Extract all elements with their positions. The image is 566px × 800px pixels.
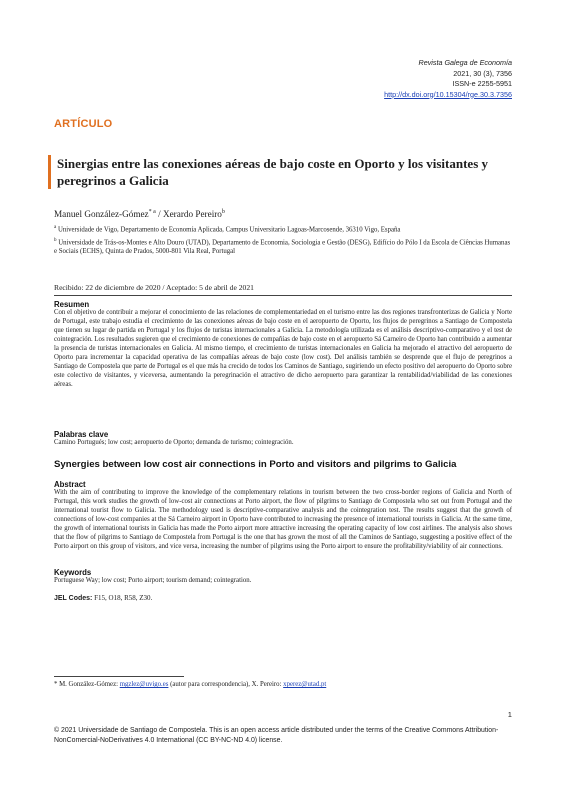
title-block xyxy=(48,155,519,189)
journal-name: Revista Galega de Economía xyxy=(418,58,512,67)
footnote-prefix: * M. González-Gómez: xyxy=(54,681,120,688)
keywords-heading: Keywords xyxy=(54,568,92,577)
doi-link[interactable]: http://dx.doi.org/10.15304/rge.30.3.7356 xyxy=(384,89,512,99)
resumen-heading: Resumen xyxy=(54,300,90,309)
footnote-divider xyxy=(54,676,184,677)
received-date: Recibido: 22 de diciembre de 2020 / Aceptado: 5 de abril de 2021 xyxy=(54,283,254,292)
journal-volume: 2021, 30 (3), 7356 xyxy=(453,68,512,78)
english-title: Synergies between low cost air connections in Porto and visitors and pilgrims to Galicia xyxy=(54,459,457,470)
jel-codes xyxy=(54,594,152,602)
affiliation-b-text: Universidade de Trás-os-Montes e Alto Douro (UTAD), Departamento de Economia, Sociologia e Gestão (DESG), Edifício do Pólo I da Escola de Ciências Humanas e Sociais (ECHS), Quinta de Prados, 5000-801 Vila Real, Portugal xyxy=(54,239,511,256)
affiliation-b xyxy=(54,236,514,257)
keywords-text: Portuguese Way; low cost; Porto airport; tourism demand; cointegration. xyxy=(54,577,252,584)
palabras-clave-heading: Palabras clave xyxy=(54,430,109,439)
palabras-clave-text: Camino Portugués; low cost; aeropuerto de Oporto; demanda de turismo; cointegración. xyxy=(54,439,294,446)
jel-values: F15, O18, R58, Z30. xyxy=(94,594,153,602)
author-2-marker: b xyxy=(221,209,225,215)
section-label: ARTÍCULO xyxy=(54,118,113,130)
author-separator: / xyxy=(155,209,163,220)
footnote xyxy=(54,681,326,688)
author-2: Xerardo Pereiro xyxy=(162,209,222,220)
affiliation-b-marker: b xyxy=(54,238,57,243)
article-title: Sinergias entre las conexiones aéreas de bajo coste en Oporto y los visitantes y peregrinos a Galicia xyxy=(57,156,489,188)
email-link-2[interactable]: xperez@utad.pt xyxy=(283,681,327,688)
author-1-marker: * a xyxy=(148,209,156,215)
affiliation-a xyxy=(54,223,514,234)
abstract-heading: Abstract xyxy=(54,480,86,489)
license-text: © 2021 Universidade de Santiago de Compostela. This is an open access article distributed under the terms of the Creative Commons Attribution-NonComercial-NoDerivatives 4.0 International (CC BY-NC-ND 4.0) license. xyxy=(54,727,499,744)
affiliation-a-marker: a xyxy=(54,225,57,230)
resumen-text: Con el objetivo de contribuir a mejorar el conocimiento de las relaciones de complementariedad en el turismo entre las dos regiones transfronterizas de Galicia y Norte de Portugal, este trabajo estudia el crecimiento de las conexiones aéreas de bajo coste en el aeropuerto de Oporto, los flujos de peregrinos a Santiago de Compostela que tienen su lugar de partida en Portugal y los flujos de turistas internacionales a Galicia. La metodología utilizada es el análisis descriptivo-comparativo y el test de cointegración. Los resultados sugieren que el crecimiento de conexiones de compañías de bajo coste en el aeropuerto Sá Carneiro de Oporto han contribuido a aumentar la presencia de turistas internacionales en Galicia. Al mismo tiempo, el crecimiento de turistas internacionales en Galicia ha mejorado el atractivo del aeropuerto de Oporto para incrementar la capacidad operativa de las compañías aéreas de bajo coste (low cost). Del análisis también se desprende que el flujo de peregrinos a Santiago de Compostela que parte de Portugal es el que más ha crecido de todos los Caminos de Santiago, sugiriendo un efecto positivo del aeropuerto do Oporto sobre este colectivo de visitantes, y viceversa, aumentando la peregrinación el atractivo de dicho aeropuerto para garantizar la rentabilidad/viabilidad de las conexiones aéreas. xyxy=(54,309,512,388)
affiliation-a-text: Universidade de Vigo, Departamento de Economía Aplicada, Campus Universitario Lagoas-Marcosende, 36310 Vigo, España xyxy=(57,226,401,234)
abstract-text: With the aim of contributing to improve the knowledge of the complementary relations in tourism between the two cross-border regions of Galicia and North of Portugal, this work studies the growth of low-cost air connections at Porto airport, the flow of pilgrims to Santiago de Compostela who set out from Portugal and the international tourist flow to Galicia. The methodology used is descriptive-comparative analysis and the cointegration test. The results suggest that the growth of connections of low-cost companies at the Sá Carneiro airport in Oporto have contributed to increasing the presence of international tourists in Galicia. At the same time, the growth of international tourists in Galicia has made the Porto airport more attractive increasing the operating capacity of low cost airlines. The analysis also shows that the flow of pilgrims to Santiago de Compostela from Portugal is the one that has grown the most of all the Caminos de Santiago, suggesting a positive effect of the Porto airport on this group of visitors, and vice versa, increasing the number of pilgrims using the Porto airport to ensure the profitability/viability of air connections. xyxy=(54,489,512,550)
authors-line xyxy=(54,209,225,219)
journal-issn: ISSN-e 2255-5951 xyxy=(452,79,512,88)
page-number: 1 xyxy=(507,710,512,719)
journal-header xyxy=(384,58,512,100)
jel-label: JEL Codes: xyxy=(54,595,93,602)
divider xyxy=(54,295,512,296)
footnote-middle: (autor para correspondencia), X. Pereiro: xyxy=(168,681,284,688)
author-1: Manuel González-Gómez xyxy=(54,209,149,220)
email-link-1[interactable]: mgzlez@uvigo.es xyxy=(119,681,169,688)
